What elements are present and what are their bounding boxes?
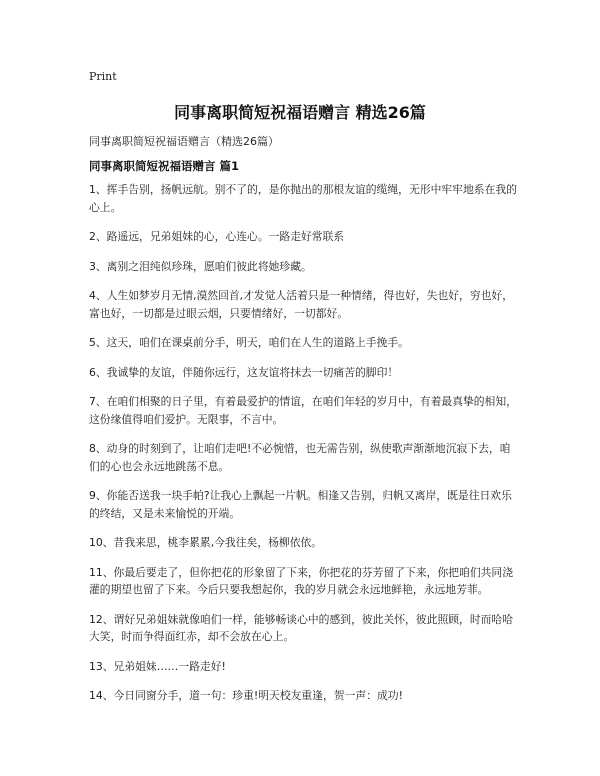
list-item: 7、在咱们相聚的日子里，有着最爱护的情谊，在咱们年轻的岁月中，有着最真挚的相知，这份缘值得咱们爱护。无限事，不言中。	[89, 395, 517, 426]
list-item: 9、你能否送我一块手帕?让我心上飘起一片帆。相逢又告别，归帆又离岸，既是往日欢乐的终结，又是未来愉悦的开端。	[89, 489, 512, 520]
list-item: 6、我诚挚的友谊，伴随你远行，这友谊将抹去一切痛苦的脚印！	[89, 365, 399, 379]
section-heading: 同事离职简短祝福语赠言 篇1	[89, 159, 240, 173]
list-item: 11、你最后要走了，但你把花的形象留了下来，你把花的芬芳留了下来，你把咱们共同浇灌的期望也留了下来。今后只要我想起你，我的岁月就会永远地鲜艳，永远地芳菲。	[89, 565, 514, 596]
print-label: Print	[89, 70, 117, 83]
list-item: 10、昔我来思，桃李累累,今我往矣，杨柳依依。	[89, 536, 323, 549]
list-item: 4、人生如梦岁月无情,漠然回首,才发觉人活着只是一种情绪，得也好，失也好，穷也好，富也好，一切都是过眼云烟，只要情绪好，一切都好。	[89, 289, 514, 320]
blessing-list	[89, 181, 517, 717]
list-item: 8、动身的时刻到了，让咱们走吧!不必惋惜，也无需告别，纵使歌声渐渐地沉寂下去，咱们的心也会永远地跳荡不息。	[89, 442, 511, 473]
list-item: 14、今日同窗分手，道一句：珍重!明天校友重逢，贺一声：成功!	[89, 689, 403, 702]
page-subtitle: 同事离职简短祝福语赠言（精选26篇）	[89, 135, 279, 148]
list-item: 3、离别之泪纯似珍珠，愿咱们彼此将她珍藏。	[89, 259, 312, 273]
list-item: 2、路遥远，兄弟姐妹的心，心连心。一路走好常联系	[89, 230, 345, 243]
list-item: 13、兄弟姐妹……一路走好!	[89, 659, 226, 673]
list-item: 12、谓好兄弟姐妹就像咱们一样，能够畅谈心中的感到，彼此关怀，彼此照顾，时而哈哈大笑，时而争得面红赤，却不会放在心上。	[89, 612, 514, 643]
page-title: 同事离职简短祝福语赠言 精选26篇	[174, 103, 426, 122]
list-item: 1、挥手告别，扬帆远航。别不了的，是你抛出的那根友谊的缆绳，无形中牢牢地系在我的心上。	[89, 183, 517, 214]
list-item: 5、这天，咱们在课桌前分手，明天，咱们在人生的道路上手挽手。	[89, 336, 409, 349]
